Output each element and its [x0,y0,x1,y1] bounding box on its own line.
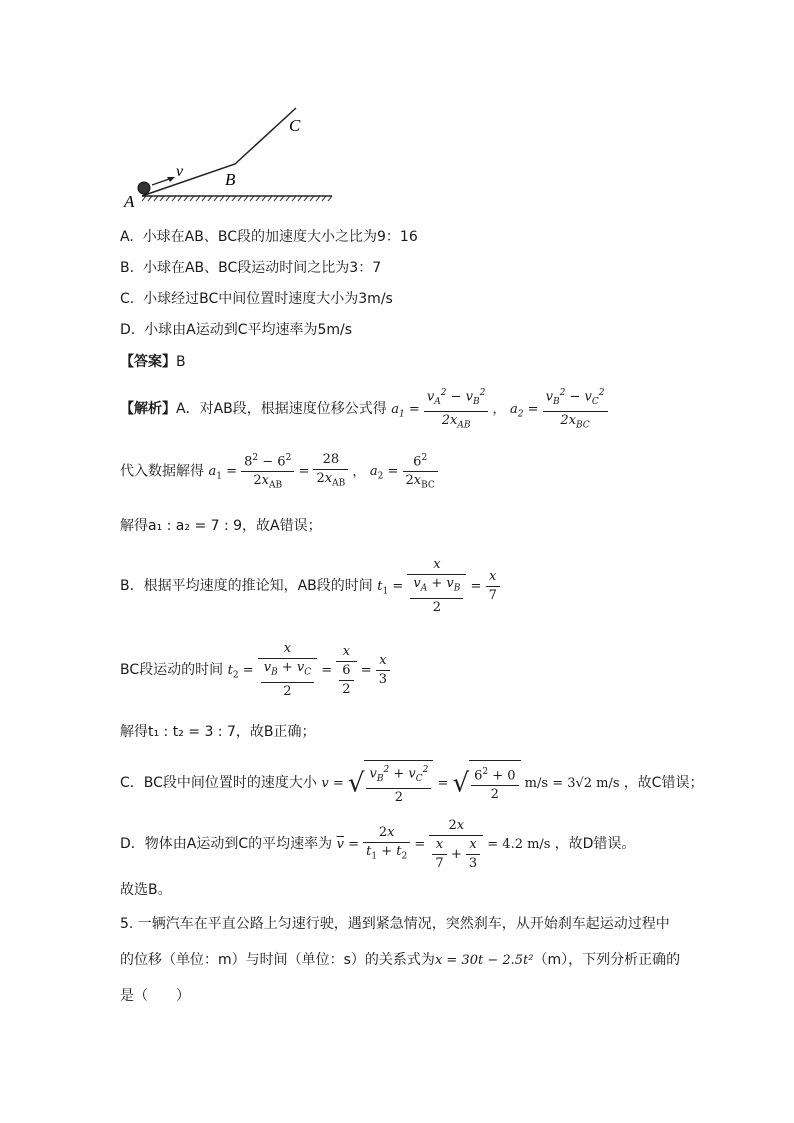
analysis-b-result: 解得t₁ : t₂ = 3 : 7，故B正确； [120,724,316,740]
formula-t1: $t_1$ = x $v_A + v_B$ 2 = $\frac{x}{7}$ [377,579,500,594]
question5-formula: x = 30t − 2.5t² [434,953,534,968]
analysis-b-line [120,556,500,622]
question5-line1: 5. 一辆汽车在平直公路上匀速行驶，遇到紧急情况，突然刹车，从开始刹车起运动过程中 [120,916,670,932]
analysis-c-line [120,760,703,807]
label-v: v [176,163,184,180]
label-a: A [124,192,135,211]
question5-line2 [120,950,680,971]
label-b: B [225,170,236,189]
formula-a2: $a_2$ = $\frac{v_B^2 - v_C^2}{2x_{BC}}$ [510,402,608,417]
analysis-b-intro: B．根据平均速度的推论知，AB段的时间 [120,578,373,594]
analysis-d-tail: ，故D错误。 [554,836,636,852]
option-text: 小球在AB、BC段运动时间之比为3：7 [142,260,382,276]
formula-t2: $t_2$ = x $v_B + v_C$ 2 = x 6 2 = $\frac{x}{3}$ [228,663,390,678]
option-letter: B. [120,260,135,276]
analysis-substitute-line: 代入数据解得 $a_1$ = $\frac{8^2 - 6^2}{2x_{AB}}$ = $\frac{28}{2x_{AB}}$ ， $a_2$ = $\frac{6^2}{2x_{BC}}$ [120,449,438,496]
option-letter: D. [120,322,136,338]
question5-line2-post: （m），下列分析正确的 [533,952,681,968]
analysis-a-line: 【解析】A．对AB段，根据速度位移公式得 $a_1$ = $\frac{v_A^2 - v_B^2}{2x_{AB}}$ ， $a_2$ = $\frac{v_B^2 - v_C^2}{2x_{BC}}$ [120,384,608,435]
track-path [142,108,296,196]
analysis-bc-line [120,640,390,706]
answer-line [120,352,186,372]
option-c [120,289,393,309]
answer-tag: 【答案】 [120,354,176,370]
formula-a1-values: $a_1$ = $\frac{8^2 - 6^2}{2x_{AB}}$ = $\frac{28}{2x_{AB}}$ [208,464,352,479]
option-letter: A. [120,229,134,245]
analysis-a-result: 解得a₁ : a₂ = 7 : 9，故A错误； [120,518,322,534]
analysis-d-line [120,814,635,875]
formula-a1: $a_1$ = $\frac{v_A^2 - v_B^2}{2x_{AB}}$ [391,402,492,417]
label-c: C [289,116,301,135]
formula-vavg: $\overline{v}$ = $\frac{2x}{t_1 + t_2}$ = 2x $\frac{x}{7}$ + $\frac{x}{3}$ = 4.2 m/s [336,817,555,871]
analysis-d-intro: D．物体由A运动到C的平均速率为 [120,836,333,852]
analysis-a-intro: A．对AB段，根据速度位移公式得 [176,400,387,417]
analysis-c-intro: C．BC段中间位置时的速度大小 [120,775,317,792]
option-text: 小球由A运动到C平均速率为5m/s [144,322,353,338]
option-text: 小球在AB、BC段的加速度大小之比为9：16 [142,229,418,245]
option-b [120,258,381,278]
answer-value: B [176,354,186,370]
analysis-conclusion: 故选B。 [120,882,172,898]
analysis-bc-intro: BC段运动的时间 [120,662,224,678]
incline-figure [120,100,350,212]
option-text: 小球经过BC中间位置时速度大小为3m/s [143,291,393,307]
analysis-tag: 【解析】 [120,400,176,417]
formula-a2-values: $a_2$ = $\frac{6^2}{2x_{BC}}$ [370,464,438,479]
substitute-label: 代入数据解得 [120,463,204,480]
option-a [120,227,418,247]
question5-line3: 是（ ） [120,988,190,1004]
option-d [120,320,352,340]
option-letter: C. [120,291,135,307]
question5-line2-pre: 的位移（单位：m）与时间（单位：s）的关系式为 [120,952,435,968]
formula-vmid: v = √ $\frac{v_B^2 + v_C^2}{2}$ = √ $\frac{6^2 + 0}{2}$ m/s = 3√2 m/s [321,776,623,791]
analysis-c-tail: ，故C错误； [623,775,704,792]
ball [138,182,150,194]
